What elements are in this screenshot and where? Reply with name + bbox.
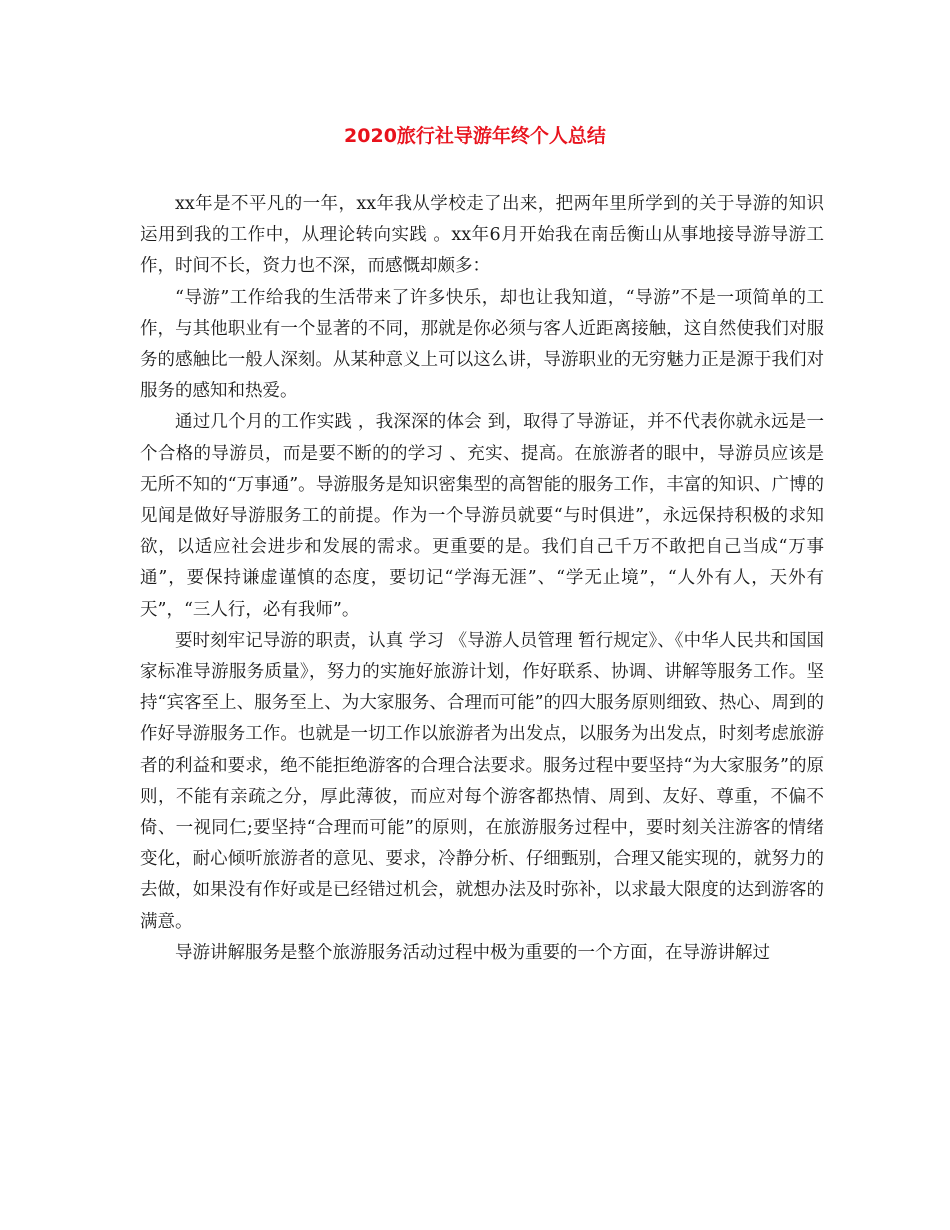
paragraph-5: 导游讲解服务是整个旅游服务活动过程中极为重要的一个方面，在导游讲解过 — [175, 942, 770, 963]
paragraph-2: “导游”工作给我的生活带来了许多快乐，却也让我知道，“导游”不是一项简单的工作，与其他职业有一个显著的不同，那就是你必须与客人近距离接触，这自然使我们对服务的感触比一般人深刻。从某种意义上可以这么讲，导游职业的无穷魅力正是源于我们对服务的感知和热爱。 — [140, 287, 824, 402]
document-body — [140, 189, 824, 969]
paragraph-4: 要时刻牢记导游的职责，认真 学习 《导游人员管理 暂行规定》、《中华人民共和国国家标准导游服务质量》，努力的实施好旅游计划，作好联系、协调、讲解等服务工作。坚持“宾客至上、服务至上、为大家服务、合理而可能”的四大服务原则细致、热心、周到的作好导游服务工作。也就是一切工作以旅游者为出发点，以服务为出发点，时刻考虑旅游者的利益和要求，绝不能拒绝游客的合理合法要求。服务过程中要坚持“为大家服务”的原则，不能有亲疏之分，厚此薄彼，而应对每个游客都热情、周到、友好、尊重，不偏不倚、一视同仁;要坚持“合理而可能”的原则，在旅游服务过程中，要时刻关注游客的情绪变化，耐心倾听旅游者的意见、要求，冷静分析、仔细甄别，合理又能实现的，就努力的去做，如果没有作好或是已经错过机会，就想办法及时弥补，以求最大限度的达到游客的满意。 — [140, 630, 824, 932]
paragraph-1: xx年是不平凡的一年，xx年我从学校走了出来，把两年里所学到的关于导游的知识运用到我的工作中，从理论转向实践 。xx年6月开始我在南岳衡山从事地接导游导游工作，时间不长，资力也不深，而感慨却颇多： — [140, 194, 824, 277]
paragraph-3: 通过几个月的工作实践 ，我深深的体会 到，取得了导游证，并不代表你就永远是一个合格的导游员，而是要不断的的学习 、充实、提高。在旅游者的眼中，导游员应该是无所不知的“万事通”。导游服务是知识密集型的高智能的服务工作，丰富的知识、广博的见闻是做好导游服务工的前提。作为一个导游员就要“与时俱进”，永远保持积极的求知欲，以适应社会进步和发展的需求。更重要的是。我们自己千万不敢把自己当成“万事通”，要保持谦虚谨慎的态度，要切记“学海无涯”、“学无止境”，“人外有人，天外有天”，“三人行，必有我师”。 — [140, 412, 824, 620]
document-title: 2020旅行社导游年终个人总结 — [344, 125, 606, 147]
